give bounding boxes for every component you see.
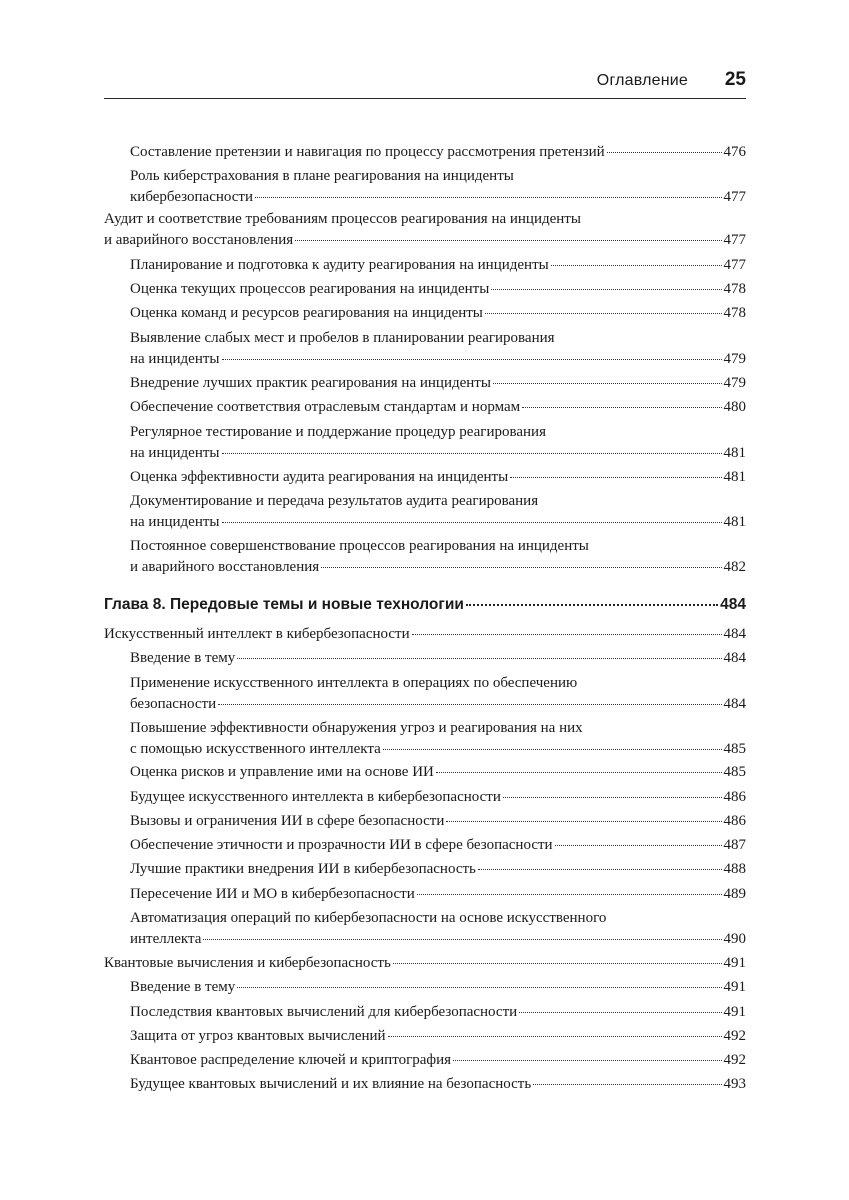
- toc-entry-row: [130, 694, 746, 715]
- toc-entry-title: Оценка команд и ресурсов реагирования на инциденты: [130, 305, 483, 321]
- toc-entry-row: [130, 1050, 746, 1071]
- toc-entry-title: кибербезопасности: [130, 189, 254, 205]
- toc-entry: [130, 648, 746, 669]
- toc-entry-row: [130, 811, 746, 832]
- dot-leader: [237, 986, 721, 988]
- toc-entry: [130, 762, 746, 783]
- toc-entry-page: 490: [723, 931, 746, 947]
- toc-entry-row: [130, 467, 746, 488]
- toc-entry-title: интеллекта: [130, 931, 202, 947]
- toc-entry-page: 479: [723, 351, 746, 367]
- toc-entry: [130, 536, 746, 578]
- toc-entry-page: 491: [723, 1004, 746, 1020]
- page-number: 25: [724, 69, 746, 90]
- toc-entry-title-line: Роль киберстрахования в плане реагирования на инциденты: [130, 168, 514, 184]
- toc-chapter-entry: [104, 594, 746, 615]
- toc-entry-row: [130, 255, 746, 276]
- toc-entry-row: [130, 187, 746, 208]
- toc-entry-title: Пересечение ИИ и МО в кибербезопасности: [130, 886, 415, 902]
- toc-entry-row: [130, 512, 746, 533]
- toc-entry-page: 491: [723, 979, 746, 995]
- toc-entry-title-line: Выявление слабых мест и пробелов в планировании реагирования: [130, 330, 555, 346]
- toc-entry-title-line: Документирование и передача результатов аудита реагирования: [130, 493, 539, 509]
- toc-entry: [130, 908, 746, 950]
- toc-entry-row: [130, 1074, 746, 1095]
- toc-entry-title: Внедрение лучших практик реагирования на инциденты: [130, 375, 491, 391]
- toc-entry-page: 491: [723, 955, 746, 971]
- toc-entry-title: безопасности: [130, 696, 217, 712]
- toc-entry-page: 486: [723, 813, 746, 829]
- toc-entry-page: 476: [723, 144, 746, 160]
- toc-entry: [130, 1002, 746, 1023]
- toc-entry-page: 492: [723, 1028, 746, 1044]
- toc-entry-title: Составление претензии и навигация по процессу рассмотрения претензий: [130, 144, 605, 160]
- running-header-title: Оглавление: [596, 72, 688, 89]
- toc-entry-page: 478: [723, 305, 746, 321]
- toc-entry-page: 481: [723, 445, 746, 461]
- toc-entry-title: Будущее квантовых вычислений и их влияние на безопасность: [130, 1076, 532, 1092]
- dot-leader: [478, 868, 722, 870]
- toc-entry-row: [130, 859, 746, 880]
- dot-leader: [222, 452, 722, 454]
- toc-entry-title: Глава 8. Передовые темы и новые технологии: [104, 596, 464, 613]
- toc-entry-row: [130, 303, 746, 324]
- toc-entry: [130, 1050, 746, 1071]
- dot-leader: [255, 196, 721, 198]
- toc-entry-row: [130, 787, 746, 808]
- toc-entry: [130, 787, 746, 808]
- toc-entry-title: и аварийного восстановления: [104, 232, 294, 248]
- toc-entry-title: Введение в тему: [130, 650, 236, 666]
- toc-entry: [130, 467, 746, 488]
- toc-entry-page: 478: [723, 281, 746, 297]
- toc-entry-row: [130, 929, 746, 950]
- dot-leader: [222, 521, 722, 523]
- toc-entry-title-line: Регулярное тестирование и поддержание процедур реагирования: [130, 424, 546, 440]
- toc-entry-title: Будущее искусственного интеллекта в кибербезопасности: [130, 789, 501, 805]
- toc-entry: [130, 673, 746, 715]
- toc-entry-title-line: Постоянное совершенствование процессов реагирования на инциденты: [130, 538, 589, 554]
- toc-entry: [104, 624, 746, 645]
- dot-leader: [533, 1083, 721, 1085]
- toc-entry-title: Введение в тему: [130, 979, 236, 995]
- toc-entry-row: [130, 762, 746, 783]
- toc-entry-title: на инциденты: [130, 445, 220, 461]
- toc-entry-page: 493: [723, 1076, 746, 1092]
- toc-entry-row: [104, 953, 746, 974]
- toc-entry-title: с помощью искусственного интеллекта: [130, 741, 381, 757]
- toc-entry-title-line: Автоматизация операций по кибербезопасности на основе искусственного: [130, 910, 607, 926]
- dot-leader: [503, 796, 722, 798]
- dot-leader: [485, 312, 722, 314]
- toc-entry-row: [104, 230, 746, 251]
- toc-entry-page: 481: [723, 469, 746, 485]
- toc-entry-page: 484: [723, 626, 746, 642]
- toc-entry-title: Последствия квантовых вычислений для кибербезопасности: [130, 1004, 518, 1020]
- toc-entry-page: 484: [723, 696, 746, 712]
- toc-entry-title: Планирование и подготовка к аудиту реагирования на инциденты: [130, 257, 549, 273]
- toc-entry-title: Оценка текущих процессов реагирования на инциденты: [130, 281, 490, 297]
- toc-entry: [130, 835, 746, 856]
- toc-entry: [130, 255, 746, 276]
- toc-entry-title: Оценка рисков и управление ими на основе ИИ: [130, 764, 434, 780]
- toc-entry-row: [130, 1026, 746, 1047]
- toc-entry-page: 485: [723, 764, 746, 780]
- toc-entry-page: 481: [723, 514, 746, 530]
- toc-entry-row: [130, 142, 746, 163]
- toc-entry-row: [130, 443, 746, 464]
- toc-entry-title: и аварийного восстановления: [130, 559, 320, 575]
- toc-entry-page: 484: [720, 596, 746, 613]
- toc-entry-page: 477: [723, 257, 746, 273]
- toc-entry: [104, 953, 746, 974]
- toc-entry-title: Вызовы и ограничения ИИ в сфере безопасности: [130, 813, 445, 829]
- toc-entry-title: Лучшие практики внедрения ИИ в кибербезопасность: [130, 861, 476, 877]
- dot-leader: [436, 771, 722, 773]
- toc-entry-page: 489: [723, 886, 746, 902]
- toc-entry: [104, 209, 746, 251]
- toc-entry-page: 482: [723, 559, 746, 575]
- toc-entry: [130, 422, 746, 464]
- toc-entry-title: Искусственный интеллект в кибербезопасности: [104, 626, 410, 642]
- toc-entry: [130, 811, 746, 832]
- toc-entry-row: [104, 624, 746, 645]
- toc-entry: [130, 884, 746, 905]
- dot-leader: [555, 844, 722, 846]
- toc-entry-title: Оценка эффективности аудита реагирования на инциденты: [130, 469, 509, 485]
- toc-entry-title-line: Применение искусственного интеллекта в операциях по обеспечению: [130, 675, 578, 691]
- toc-entry-title: Обеспечение этичности и прозрачности ИИ в сфере безопасности: [130, 837, 553, 853]
- toc-entry: [130, 718, 746, 760]
- dot-leader: [519, 1011, 721, 1013]
- dot-leader: [491, 288, 721, 290]
- toc-entry: [130, 373, 746, 394]
- toc-entry-page: 486: [723, 789, 746, 805]
- toc-entry-row: [130, 884, 746, 905]
- toc-entry-page: 492: [723, 1052, 746, 1068]
- dot-leader: [222, 358, 722, 360]
- dot-leader: [388, 1035, 722, 1037]
- dot-leader: [383, 748, 722, 750]
- toc-entry-title: Обеспечение соответствия отраслевым стандартам и нормам: [130, 399, 521, 415]
- toc-entry-page: 479: [723, 375, 746, 391]
- toc-entry: [130, 303, 746, 324]
- dot-leader: [393, 962, 722, 964]
- toc-entry: [130, 977, 746, 998]
- toc-entry: [130, 1074, 746, 1095]
- dot-leader: [453, 1059, 721, 1061]
- toc-entry-page: 477: [723, 232, 746, 248]
- dot-leader: [218, 703, 721, 705]
- toc-entry: [130, 166, 746, 208]
- toc-entry-row: [130, 349, 746, 370]
- toc-entry-title-line: Повышение эффективности обнаружения угроз и реагирования на них: [130, 720, 583, 736]
- toc-entry: [130, 859, 746, 880]
- toc-entry: [130, 328, 746, 370]
- toc-entry-title: на инциденты: [130, 514, 220, 530]
- toc-entry-page: 484: [723, 650, 746, 666]
- running-header: [104, 70, 746, 99]
- dot-leader: [321, 566, 721, 568]
- toc-entry: [130, 1026, 746, 1047]
- dot-leader: [607, 151, 722, 153]
- toc-entry: [130, 397, 746, 418]
- dot-leader: [417, 893, 722, 895]
- toc-entry-row: [104, 594, 746, 615]
- dot-leader: [295, 239, 721, 241]
- toc-entry: [130, 142, 746, 163]
- toc-entry-title: Квантовые вычисления и кибербезопасность: [104, 955, 391, 971]
- dot-leader: [522, 406, 721, 408]
- toc-entry-row: [130, 977, 746, 998]
- dot-leader: [203, 938, 721, 940]
- toc-entry-row: [130, 1002, 746, 1023]
- dot-leader: [493, 382, 722, 384]
- toc-entry-page: 487: [723, 837, 746, 853]
- toc-entry-row: [130, 835, 746, 856]
- dot-leader: [412, 633, 722, 635]
- dot-leader: [466, 603, 718, 606]
- toc-entry-title: Защита от угроз квантовых вычислений: [130, 1028, 386, 1044]
- dot-leader: [237, 657, 721, 659]
- dot-leader: [446, 820, 721, 822]
- toc-entry-row: [130, 739, 746, 760]
- toc-entry-title: на инциденты: [130, 351, 220, 367]
- toc-entry: [130, 279, 746, 300]
- toc-entry-row: [130, 648, 746, 669]
- toc-entry-page: 480: [723, 399, 746, 415]
- toc-entry-page: 488: [723, 861, 746, 877]
- toc-entry-page: 485: [723, 741, 746, 757]
- toc-entry-row: [130, 557, 746, 578]
- toc-entry: [130, 491, 746, 533]
- dot-leader: [510, 476, 721, 478]
- toc-entry-title-line: Аудит и соответствие требованиям процессов реагирования на инциденты: [104, 211, 581, 227]
- toc-entry-title: Квантовое распределение ключей и криптография: [130, 1052, 452, 1068]
- toc-entry-page: 477: [723, 189, 746, 205]
- dot-leader: [551, 264, 722, 266]
- toc-entry-row: [130, 279, 746, 300]
- toc-entry-row: [130, 373, 746, 394]
- toc-entry-row: [130, 397, 746, 418]
